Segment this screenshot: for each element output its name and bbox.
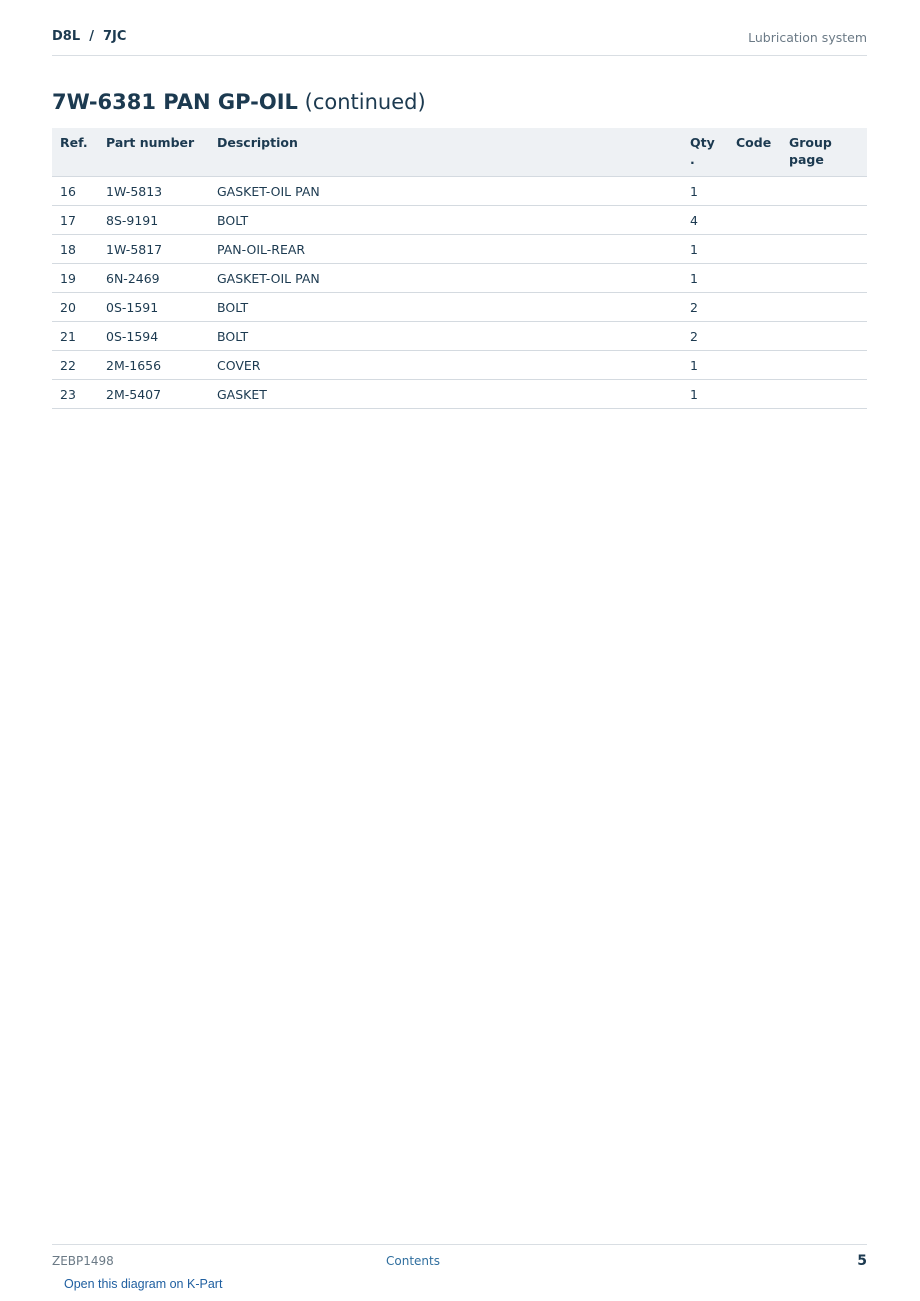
open-diagram-kpart-link[interactable]: Open this diagram on K-Part: [64, 1277, 223, 1291]
cell-part-number: 0S-1594: [98, 322, 209, 351]
cell-code: [728, 380, 781, 409]
cell-part-number: 8S-9191: [98, 206, 209, 235]
cell-part-number: 0S-1591: [98, 293, 209, 322]
cell-group-page: [781, 235, 867, 264]
cell-ref: 16: [52, 177, 98, 206]
cell-description: GASKET-OIL PAN: [209, 264, 682, 293]
table-header-row: [52, 128, 867, 177]
section-label: Lubrication system: [748, 30, 867, 45]
breadcrumb-model: D8L: [52, 29, 81, 44]
contents-link[interactable]: Contents: [386, 1254, 440, 1268]
cell-group-page: [781, 322, 867, 351]
cell-group-page: [781, 351, 867, 380]
table-row: [52, 293, 867, 322]
document-id: ZEBP1498: [52, 1254, 114, 1268]
cell-qty: 1: [682, 235, 728, 264]
cell-qty: 1: [682, 351, 728, 380]
cell-group-page: [781, 177, 867, 206]
cell-qty: 1: [682, 380, 728, 409]
cell-code: [728, 177, 781, 206]
cell-group-page: [781, 380, 867, 409]
cell-ref: 18: [52, 235, 98, 264]
table-row: [52, 206, 867, 235]
cell-qty: 1: [682, 177, 728, 206]
cell-code: [728, 322, 781, 351]
page-footer: [52, 1244, 867, 1301]
page-header: [52, 28, 867, 56]
cell-ref: 22: [52, 351, 98, 380]
table-row: [52, 351, 867, 380]
breadcrumb-separator: /: [89, 29, 94, 44]
cell-code: [728, 235, 781, 264]
column-header-description: Description: [209, 128, 682, 177]
cell-group-page: [781, 264, 867, 293]
title-suffix: (continued): [304, 90, 426, 114]
cell-code: [728, 351, 781, 380]
parts-table: [52, 128, 867, 409]
cell-description: BOLT: [209, 322, 682, 351]
table-row: [52, 264, 867, 293]
cell-qty: 4: [682, 206, 728, 235]
breadcrumb-serial-prefix: 7JC: [103, 29, 127, 44]
cell-part-number: 6N-2469: [98, 264, 209, 293]
cell-description: BOLT: [209, 293, 682, 322]
page-number: 5: [857, 1253, 867, 1269]
cell-code: [728, 206, 781, 235]
table-row: [52, 322, 867, 351]
cell-description: GASKET: [209, 380, 682, 409]
cell-code: [728, 264, 781, 293]
table-row: [52, 380, 867, 409]
cell-part-number: 2M-5407: [98, 380, 209, 409]
column-header-qty: Qty .: [682, 128, 728, 177]
cell-part-number: 2M-1656: [98, 351, 209, 380]
title-part-code: 7W-6381 PAN GP-OIL: [52, 90, 298, 114]
column-header-code: Code: [728, 128, 781, 177]
cell-qty: 1: [682, 264, 728, 293]
cell-description: BOLT: [209, 206, 682, 235]
cell-group-page: [781, 206, 867, 235]
cell-ref: 21: [52, 322, 98, 351]
cell-qty: 2: [682, 293, 728, 322]
column-header-part-number: Part number: [98, 128, 209, 177]
cell-description: COVER: [209, 351, 682, 380]
page-title: [52, 90, 426, 114]
cell-description: PAN-OIL-REAR: [209, 235, 682, 264]
cell-ref: 20: [52, 293, 98, 322]
cell-ref: 17: [52, 206, 98, 235]
cell-part-number: 1W-5813: [98, 177, 209, 206]
cell-qty: 2: [682, 322, 728, 351]
table-row: [52, 177, 867, 206]
cell-description: GASKET-OIL PAN: [209, 177, 682, 206]
table-row: [52, 235, 867, 264]
column-header-group-page: Group page: [781, 128, 867, 177]
cell-ref: 19: [52, 264, 98, 293]
breadcrumb: [52, 29, 126, 44]
cell-group-page: [781, 293, 867, 322]
cell-code: [728, 293, 781, 322]
cell-ref: 23: [52, 380, 98, 409]
cell-part-number: 1W-5817: [98, 235, 209, 264]
column-header-ref: Ref.: [52, 128, 98, 177]
